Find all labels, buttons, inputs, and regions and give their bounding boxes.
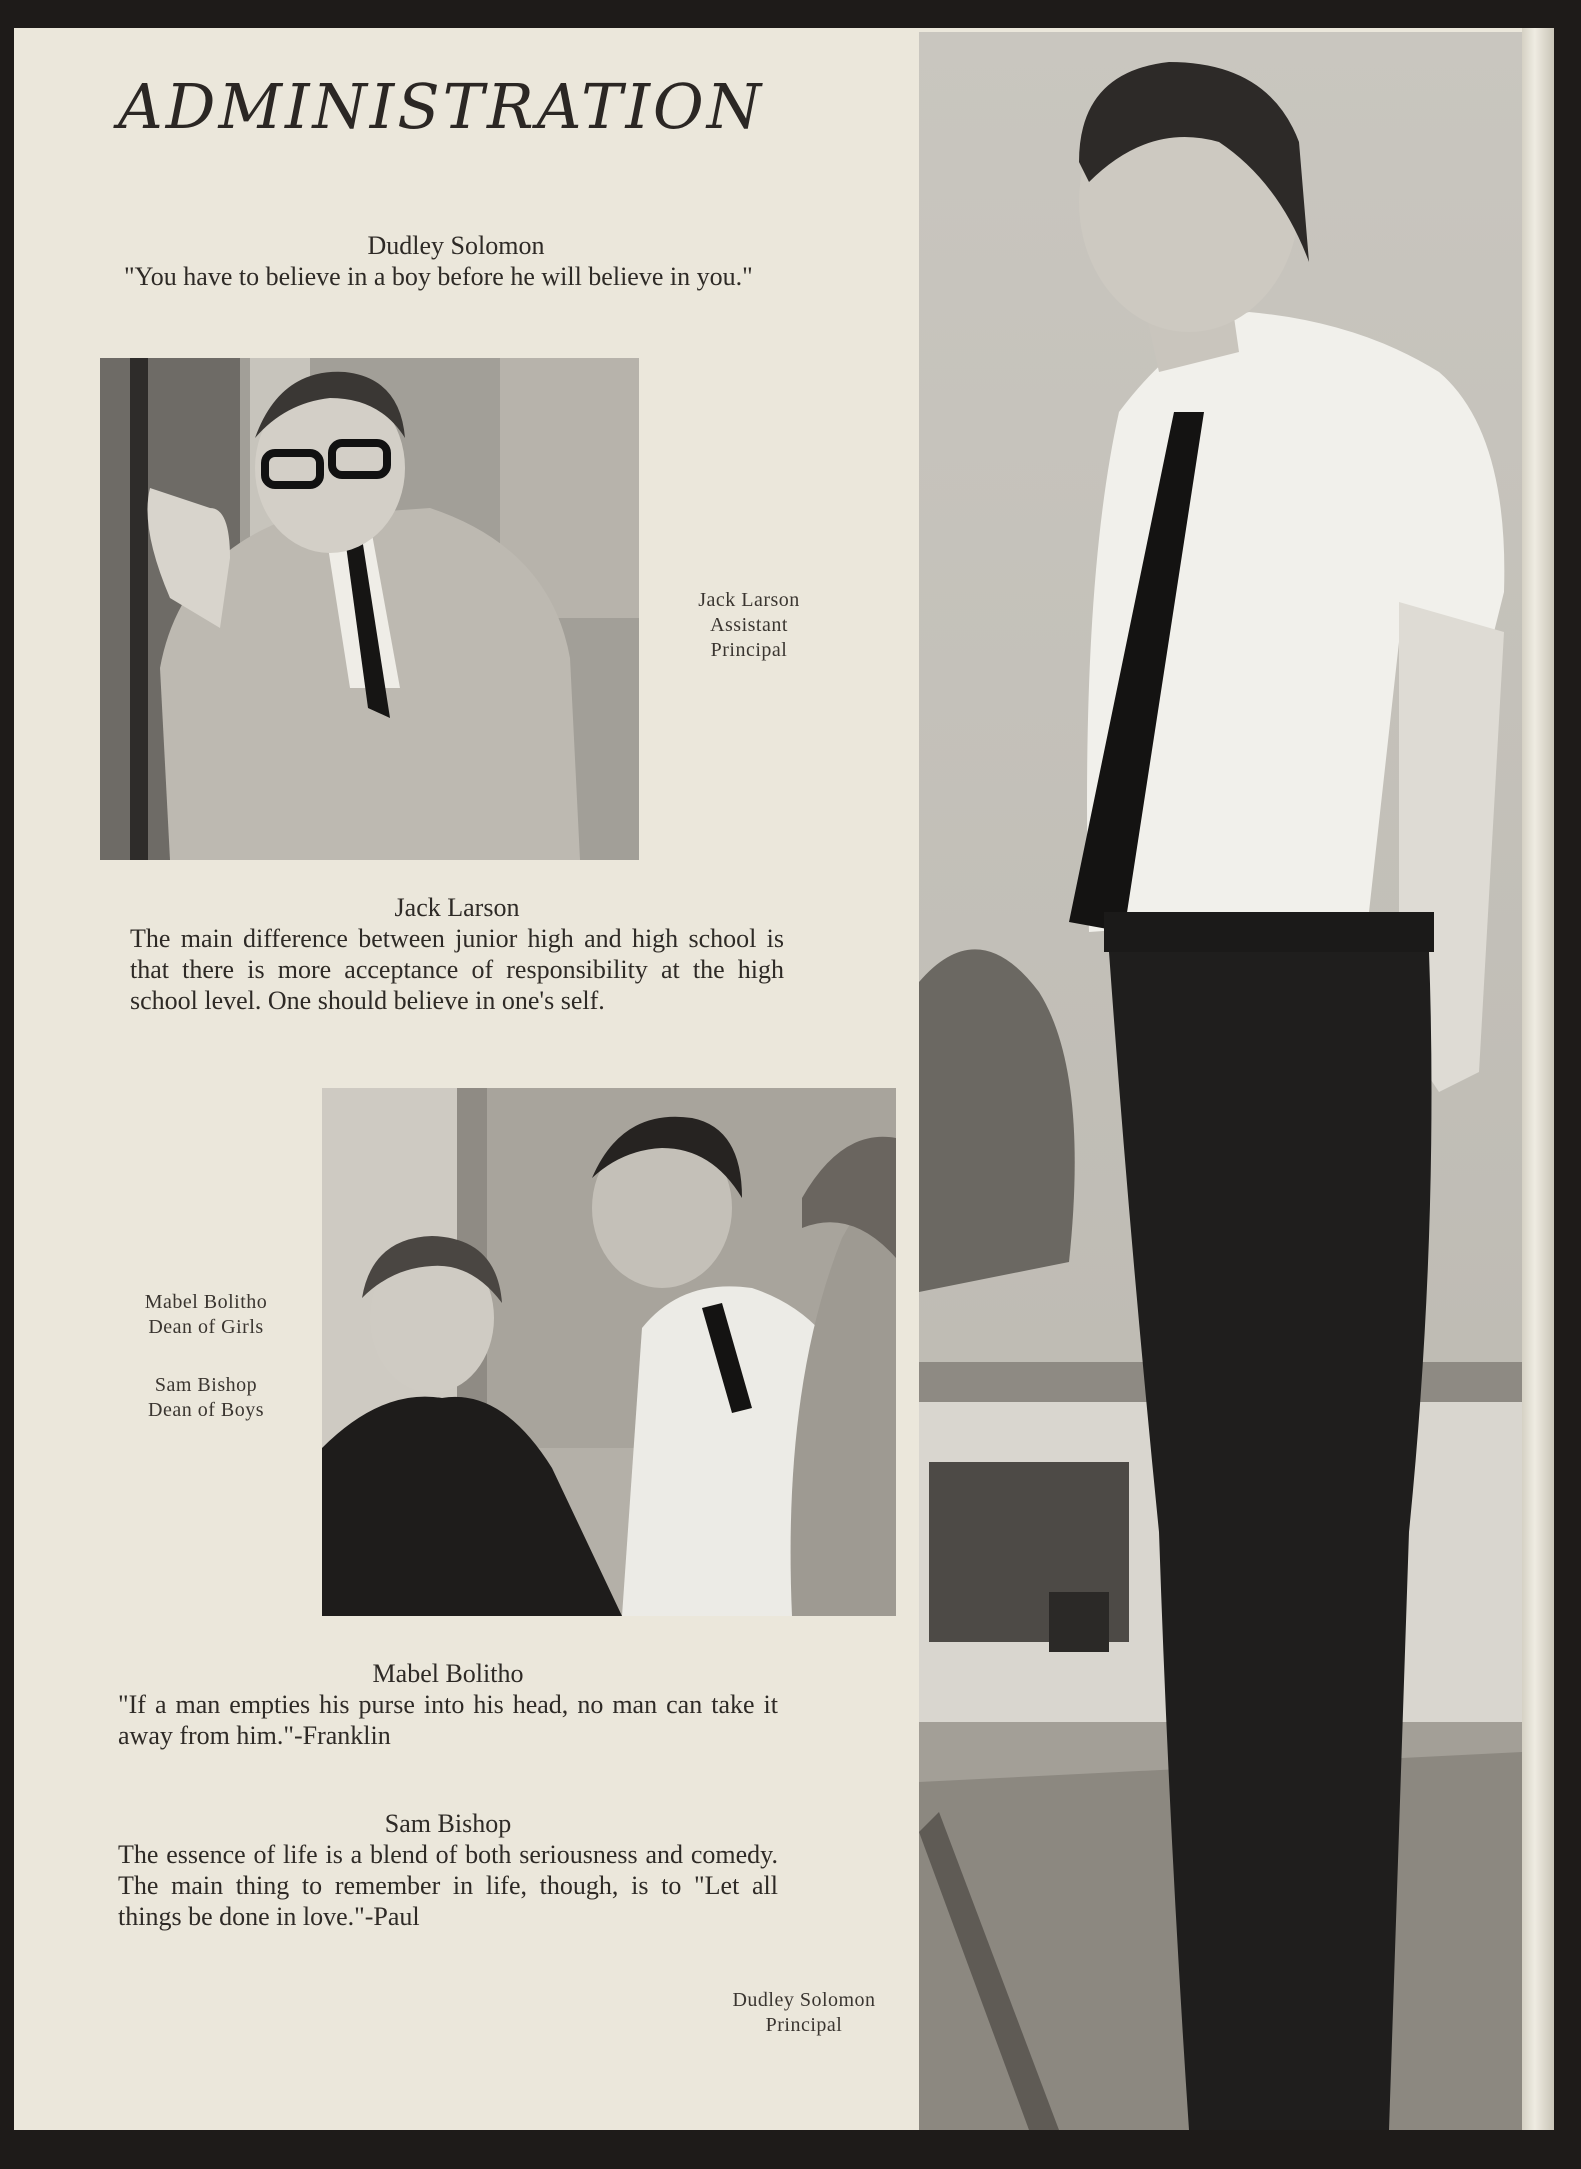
quote-name: Dudley Solomon xyxy=(367,231,545,260)
yearbook-page xyxy=(14,28,1554,2130)
caption-bishop xyxy=(116,1373,296,1423)
quote-text: The main difference between junior high and high school is that there is more acceptance of responsibility at the high school level. One should believe in one's self. xyxy=(130,924,784,1015)
caption-bolitho xyxy=(116,1290,296,1340)
photo-dudley-solomon xyxy=(919,32,1522,2130)
quote-larson xyxy=(130,892,784,1016)
caption-name: Jack Larson xyxy=(698,589,800,611)
quote-text: "You have to believe in a boy before he will believe in you." xyxy=(124,262,753,291)
quote-name: Jack Larson xyxy=(394,893,520,922)
quote-name: Sam Bishop xyxy=(384,1809,512,1838)
quote-name: Mabel Bolitho xyxy=(372,1659,524,1688)
caption-title: Dean of Boys xyxy=(148,1399,264,1421)
quote-text: The essence of life is a blend of both seriousness and comedy. The main thing to remember in life, though, is to "Let all things be done in love."-Paul xyxy=(118,1840,778,1931)
page-heading: ADMINISTRATION xyxy=(118,70,765,143)
caption-solomon xyxy=(704,1988,904,2038)
text-column xyxy=(14,28,919,2130)
caption-larson xyxy=(674,588,824,663)
quote-solomon xyxy=(124,230,788,292)
caption-name: Mabel Bolitho xyxy=(144,1291,268,1313)
caption-title: Principal xyxy=(765,2014,843,2036)
caption-name: Sam Bishop xyxy=(154,1374,258,1396)
quote-text: "If a man empties his purse into his head, no man can take it away from him."-Franklin xyxy=(118,1690,778,1750)
caption-title: Dean of Girls xyxy=(148,1316,264,1338)
page-binding xyxy=(1522,28,1554,2130)
caption-title: Assistant xyxy=(710,614,788,636)
quote-bolitho xyxy=(118,1658,778,1751)
caption-name: Dudley Solomon xyxy=(732,1989,876,2011)
caption-title: Principal xyxy=(710,639,788,661)
photo-jack-larson xyxy=(100,358,639,860)
quote-bishop xyxy=(118,1808,778,1932)
photo-bolitho-bishop xyxy=(322,1088,896,1616)
